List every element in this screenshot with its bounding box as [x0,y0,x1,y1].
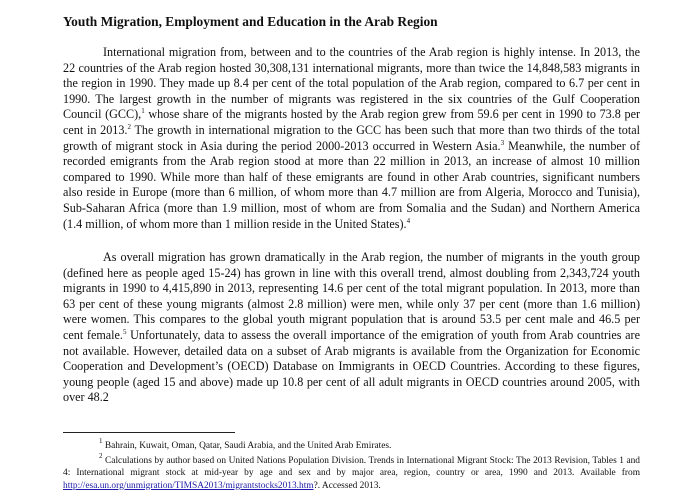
footnote-text: ?. Accessed 2013. [313,480,381,491]
paragraph-text: International migration from, between and to the countries of the Arab region is highly intense. In 2013, the 22 countries of the Arab region hosted 30,308,131 international migrants, more than twice the 14,848,583 migrants in the region in 1990. They made up 8.4 per cent of the total population of the Arab region, compared to 6.7 per cent in 1990. The largest growth in the number of migrants was registered in the six countries of the Gulf Cooperation Council (GCC), [63,45,640,122]
footnote-ref-4[interactable]: 4 [406,216,411,225]
paragraph-text: Meanwhile, the number of recorded emigrants from the Arab region stood at more than 22 million in 2013, an increase of almost 10 million compared to 1990. While more than half of these emigrants are found in other Arab countries, significant numbers also reside in Europe (more than 6 million, of whom more than 4.7 million are from Algeria, Morocco and Tunisia), Sub-Saharan Africa (more than 1.9 million, most of whom are from Somalia and the Sudan) and Northern America (1.4 million, of whom more than 1 million reside in the United States). [63,138,641,231]
footnote-divider [63,432,235,433]
footnote-text: Bahrain, Kuwait, Oman, Qatar, Saudi Arabia, and the United Arab Emirates. [104,441,392,451]
footnote-ref-3[interactable]: 3 [500,138,505,147]
body-paragraph-1 [63,45,640,232]
footnote-item [63,451,640,493]
footnote-link[interactable]: http://esa.un.org/unmigration/TIMSA2013/migrantstocks2013.htm [63,480,314,491]
paragraph-text: Unfortunately, data to assess the overall importance of the emigration of youth from Arab countries are not available. However, detailed data on a subset of Arab migrants is available from the Organization for Economic Cooperation and Development’s (OECD) Database on Immigrants in OECD Countries. According to these figures, young people (aged 15 and above) made up 10.8 per cent of all adult migrants in OECD countries around 2005, with over 48.2 [63,327,640,405]
body-paragraph-2 [63,250,640,406]
footnote-item [63,437,640,453]
footnote-text: Calculations by author based on United Nations Population Division. Trends in International Migrant Stock: The 2013 Revision, Tables 1 and 4: International migrant stock at mid-year by age and sex and by major area, region, country or area, 1990 and 2013. Available from [63,455,640,479]
footnote-ref-5[interactable]: 5 [122,327,127,336]
footnote-number: 1 [99,437,103,445]
footnote-number: 2 [99,451,103,460]
paragraph-text: As overall migration has grown dramatically in the Arab region, the number of migrants in the youth group (defined here as people aged 15-24) has grown in line with this overall trend, almost doubling from 2,343,724 youth migrants in 1990 to 4,415,890 in 2013, representing 14.6 per cent of the total migrant population. In 2013, more than 63 per cent of these young migrants (almost 2.8 million) were men, while only 37 per cent (more than 1.6 million) were women. This compares to the global youth migrant population that is around 53.5 per cent male and 46.5 per cent female. [63,250,640,342]
paragraph-text: The growth in international migration to the GCC has been such that more than two thirds of the total growth of migrant stock in Asia during the period 2000-2013 occurred in Western Asia. [63,122,640,153]
footnote-ref-1[interactable]: 1 [141,107,145,116]
footnote-list [63,437,640,494]
page-title: Youth Migration, Employment and Education in the Arab Region [63,14,438,29]
paragraph-text: whose share of the migrants hosted by the Arab region grew from 59.6 per cent in 1990 to 73.8 per cent in 2013. [63,107,640,137]
footnote-ref-2[interactable]: 2 [127,122,131,131]
